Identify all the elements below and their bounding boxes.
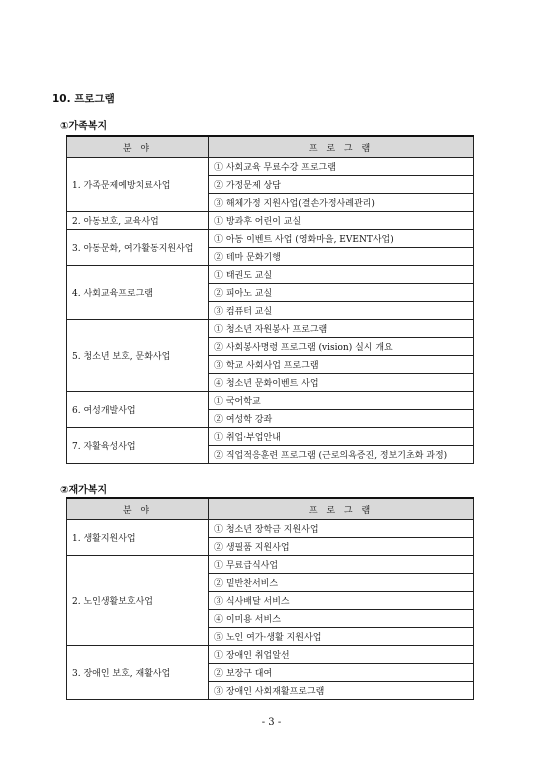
section-title: 10. 프로그램 <box>52 93 115 105</box>
table-row <box>67 212 474 230</box>
program-cell: ① 사회교육 무료수강 프로그램 <box>209 158 474 176</box>
table-header-row <box>67 498 474 520</box>
table-row <box>67 320 474 338</box>
header-program: 프 로 그 램 <box>209 498 474 520</box>
field-cell: 7. 자활육성사업 <box>67 428 209 464</box>
program-cell: ④ 청소년 문화이벤트 사업 <box>209 374 474 392</box>
home-welfare-subtitle: ②재가복지 <box>60 485 108 496</box>
field-cell: 3. 장애인 보호, 재활사업 <box>67 646 209 700</box>
program-cell: ② 사회봉사명령 프로그램 (vision) 실시 개요 <box>209 338 474 356</box>
home-welfare-table <box>66 497 474 700</box>
table-row <box>67 556 474 574</box>
field-cell: 1. 가족문제예방치료사업 <box>67 158 209 212</box>
table-row <box>67 230 474 248</box>
field-cell: 6. 여성개발사업 <box>67 392 209 428</box>
program-cell: ① 취업·부업안내 <box>209 428 474 446</box>
program-cell: ① 청소년 자원봉사 프로그램 <box>209 320 474 338</box>
header-field: 분 야 <box>67 136 209 158</box>
program-cell: ② 피아노 교실 <box>209 284 474 302</box>
program-cell: ② 생필품 지원사업 <box>209 538 474 556</box>
family-welfare-table <box>66 135 474 464</box>
field-cell: 5. 청소년 보호, 문화사업 <box>67 320 209 392</box>
program-cell: ① 방과후 어린이 교실 <box>209 212 474 230</box>
program-cell: ① 장애인 취업알선 <box>209 646 474 664</box>
header-program: 프 로 그 램 <box>209 136 474 158</box>
field-cell: 4. 사회교육프로그램 <box>67 266 209 320</box>
table-row <box>67 392 474 410</box>
family-welfare-subtitle: ①가족복지 <box>60 121 108 132</box>
program-cell: ① 아동 이벤트 사업 (영화마을, EVENT사업) <box>209 230 474 248</box>
program-cell: ② 직업적응훈련 프로그램 (근로의욕증진, 정보기초화 과정) <box>209 446 474 464</box>
program-cell: ② 가정문제 상담 <box>209 176 474 194</box>
program-cell: ③ 학교 사회사업 프로그램 <box>209 356 474 374</box>
program-cell: ② 여성학 강좌 <box>209 410 474 428</box>
program-cell: ⑤ 노인 여가·생활 지원사업 <box>209 628 474 646</box>
program-cell: ① 무료급식사업 <box>209 556 474 574</box>
program-cell: ② 테마 문화기행 <box>209 248 474 266</box>
program-cell: ④ 이미용 서비스 <box>209 610 474 628</box>
table-row <box>67 646 474 664</box>
table-row <box>67 428 474 446</box>
page-number: - 3 - <box>261 717 282 728</box>
program-cell: ① 청소년 장학금 지원사업 <box>209 520 474 538</box>
table-row <box>67 520 474 538</box>
table-header-row <box>67 136 474 158</box>
header-field: 분 야 <box>67 498 209 520</box>
program-cell: ③ 컴퓨터 교실 <box>209 302 474 320</box>
field-cell: 2. 아동보호, 교육사업 <box>67 212 209 230</box>
field-cell: 3. 아동문화, 여가활동지원사업 <box>67 230 209 266</box>
program-cell: ② 보장구 대여 <box>209 664 474 682</box>
program-cell: ③ 장애인 사회재활프로그램 <box>209 682 474 700</box>
field-cell: 2. 노인생활보호사업 <box>67 556 209 646</box>
program-cell: ③ 식사배달 서비스 <box>209 592 474 610</box>
table-row <box>67 158 474 176</box>
program-cell: ① 국어학교 <box>209 392 474 410</box>
program-cell: ③ 해체가정 지원사업(결손가정사례관리) <box>209 194 474 212</box>
program-cell: ① 태권도 교실 <box>209 266 474 284</box>
field-cell: 1. 생활지원사업 <box>67 520 209 556</box>
table-row <box>67 266 474 284</box>
program-cell: ② 밑반찬서비스 <box>209 574 474 592</box>
